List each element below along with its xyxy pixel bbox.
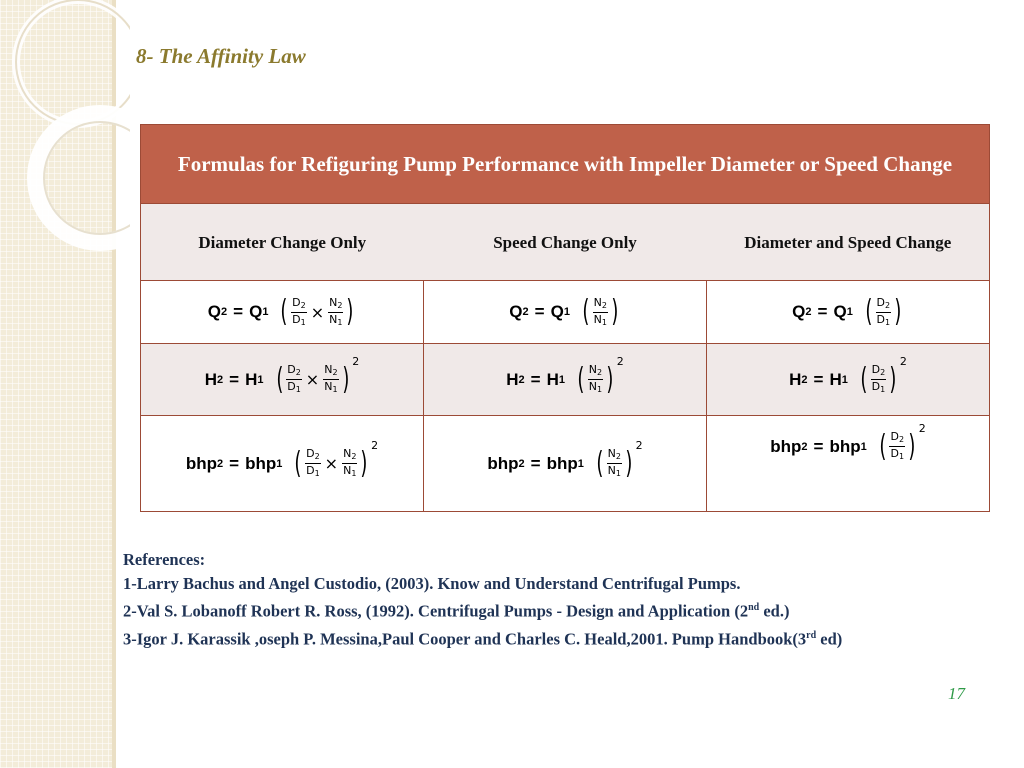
head-formula-row [141, 344, 990, 416]
page-number: 17 [948, 684, 965, 703]
head-formula-diameter-speed: H 2 = H 1 ( $\frac{D_2}{D_1}$ × $\frac{N_2}{N_1}$ ) 2 [141, 344, 424, 416]
power-formula-row [141, 416, 990, 512]
head-formula-diameter: H 2 = H 1 ( $\frac{D_2}{D_1}$ ) 2 [707, 344, 990, 416]
flow-formula-diameter: Q 2 = Q 1 ( $\frac{D_2}{D_1}$ ) [707, 281, 990, 344]
references-heading: References: [123, 550, 206, 569]
table-header: Formulas for Refiguring Pump Performance with Impeller Diameter or Speed Change [141, 125, 990, 204]
reference-1: 1-Larry Bachus and Angel Custodio, (2003). Know and Understand Centrifugal Pumps. [123, 574, 741, 593]
power-formula-diameter-speed: bhp 2 = bhp 1 ( $\frac{D_2}{D_1}$ × $\frac{N_2}{N_1}$ ) 2 [141, 416, 424, 512]
col-header-diameter: Diameter Change Only [141, 204, 424, 281]
flow-formula-diameter-speed: Q 2 = Q 1 ( $\frac{D_2}{D_1}$ × $\frac{N_2}{N_1}$ ) [141, 281, 424, 344]
column-headers [141, 204, 990, 281]
references [123, 548, 1003, 651]
head-formula-speed: H 2 = H 1 ( $\frac{N_2}{N_1}$ ) 2 [424, 344, 707, 416]
flow-formula-speed: Q 2 = Q 1 ( $\frac{N_2}{N_1}$ ) [424, 281, 707, 344]
formula-table [140, 124, 990, 512]
power-formula-speed: bhp 2 = bhp 1 ( $\frac{N_2}{N_1}$ ) 2 [424, 416, 707, 512]
decorative-circles [0, 0, 130, 300]
reference-2: 2-Val S. Lobanoff Robert R. Ross, (1992). Centrifugal Pumps - Design and Application (2nd ed.) [123, 601, 790, 621]
power-formula-diameter: bhp 2 = bhp 1 ( $\frac{D_2}{D_1}$ ) 2 [707, 416, 990, 512]
flow-formula-row [141, 281, 990, 344]
col-header-speed: Speed Change Only [424, 204, 707, 281]
reference-3: 3-Igor J. Karassik ,oseph P. Messina,Paul Cooper and Charles C. Heald,2001. Pump Handbook(3rd ed) [123, 629, 843, 648]
col-header-diameter-speed: Diameter and Speed Change [707, 204, 990, 281]
slide-title: 8- The Affinity Law [136, 44, 306, 68]
